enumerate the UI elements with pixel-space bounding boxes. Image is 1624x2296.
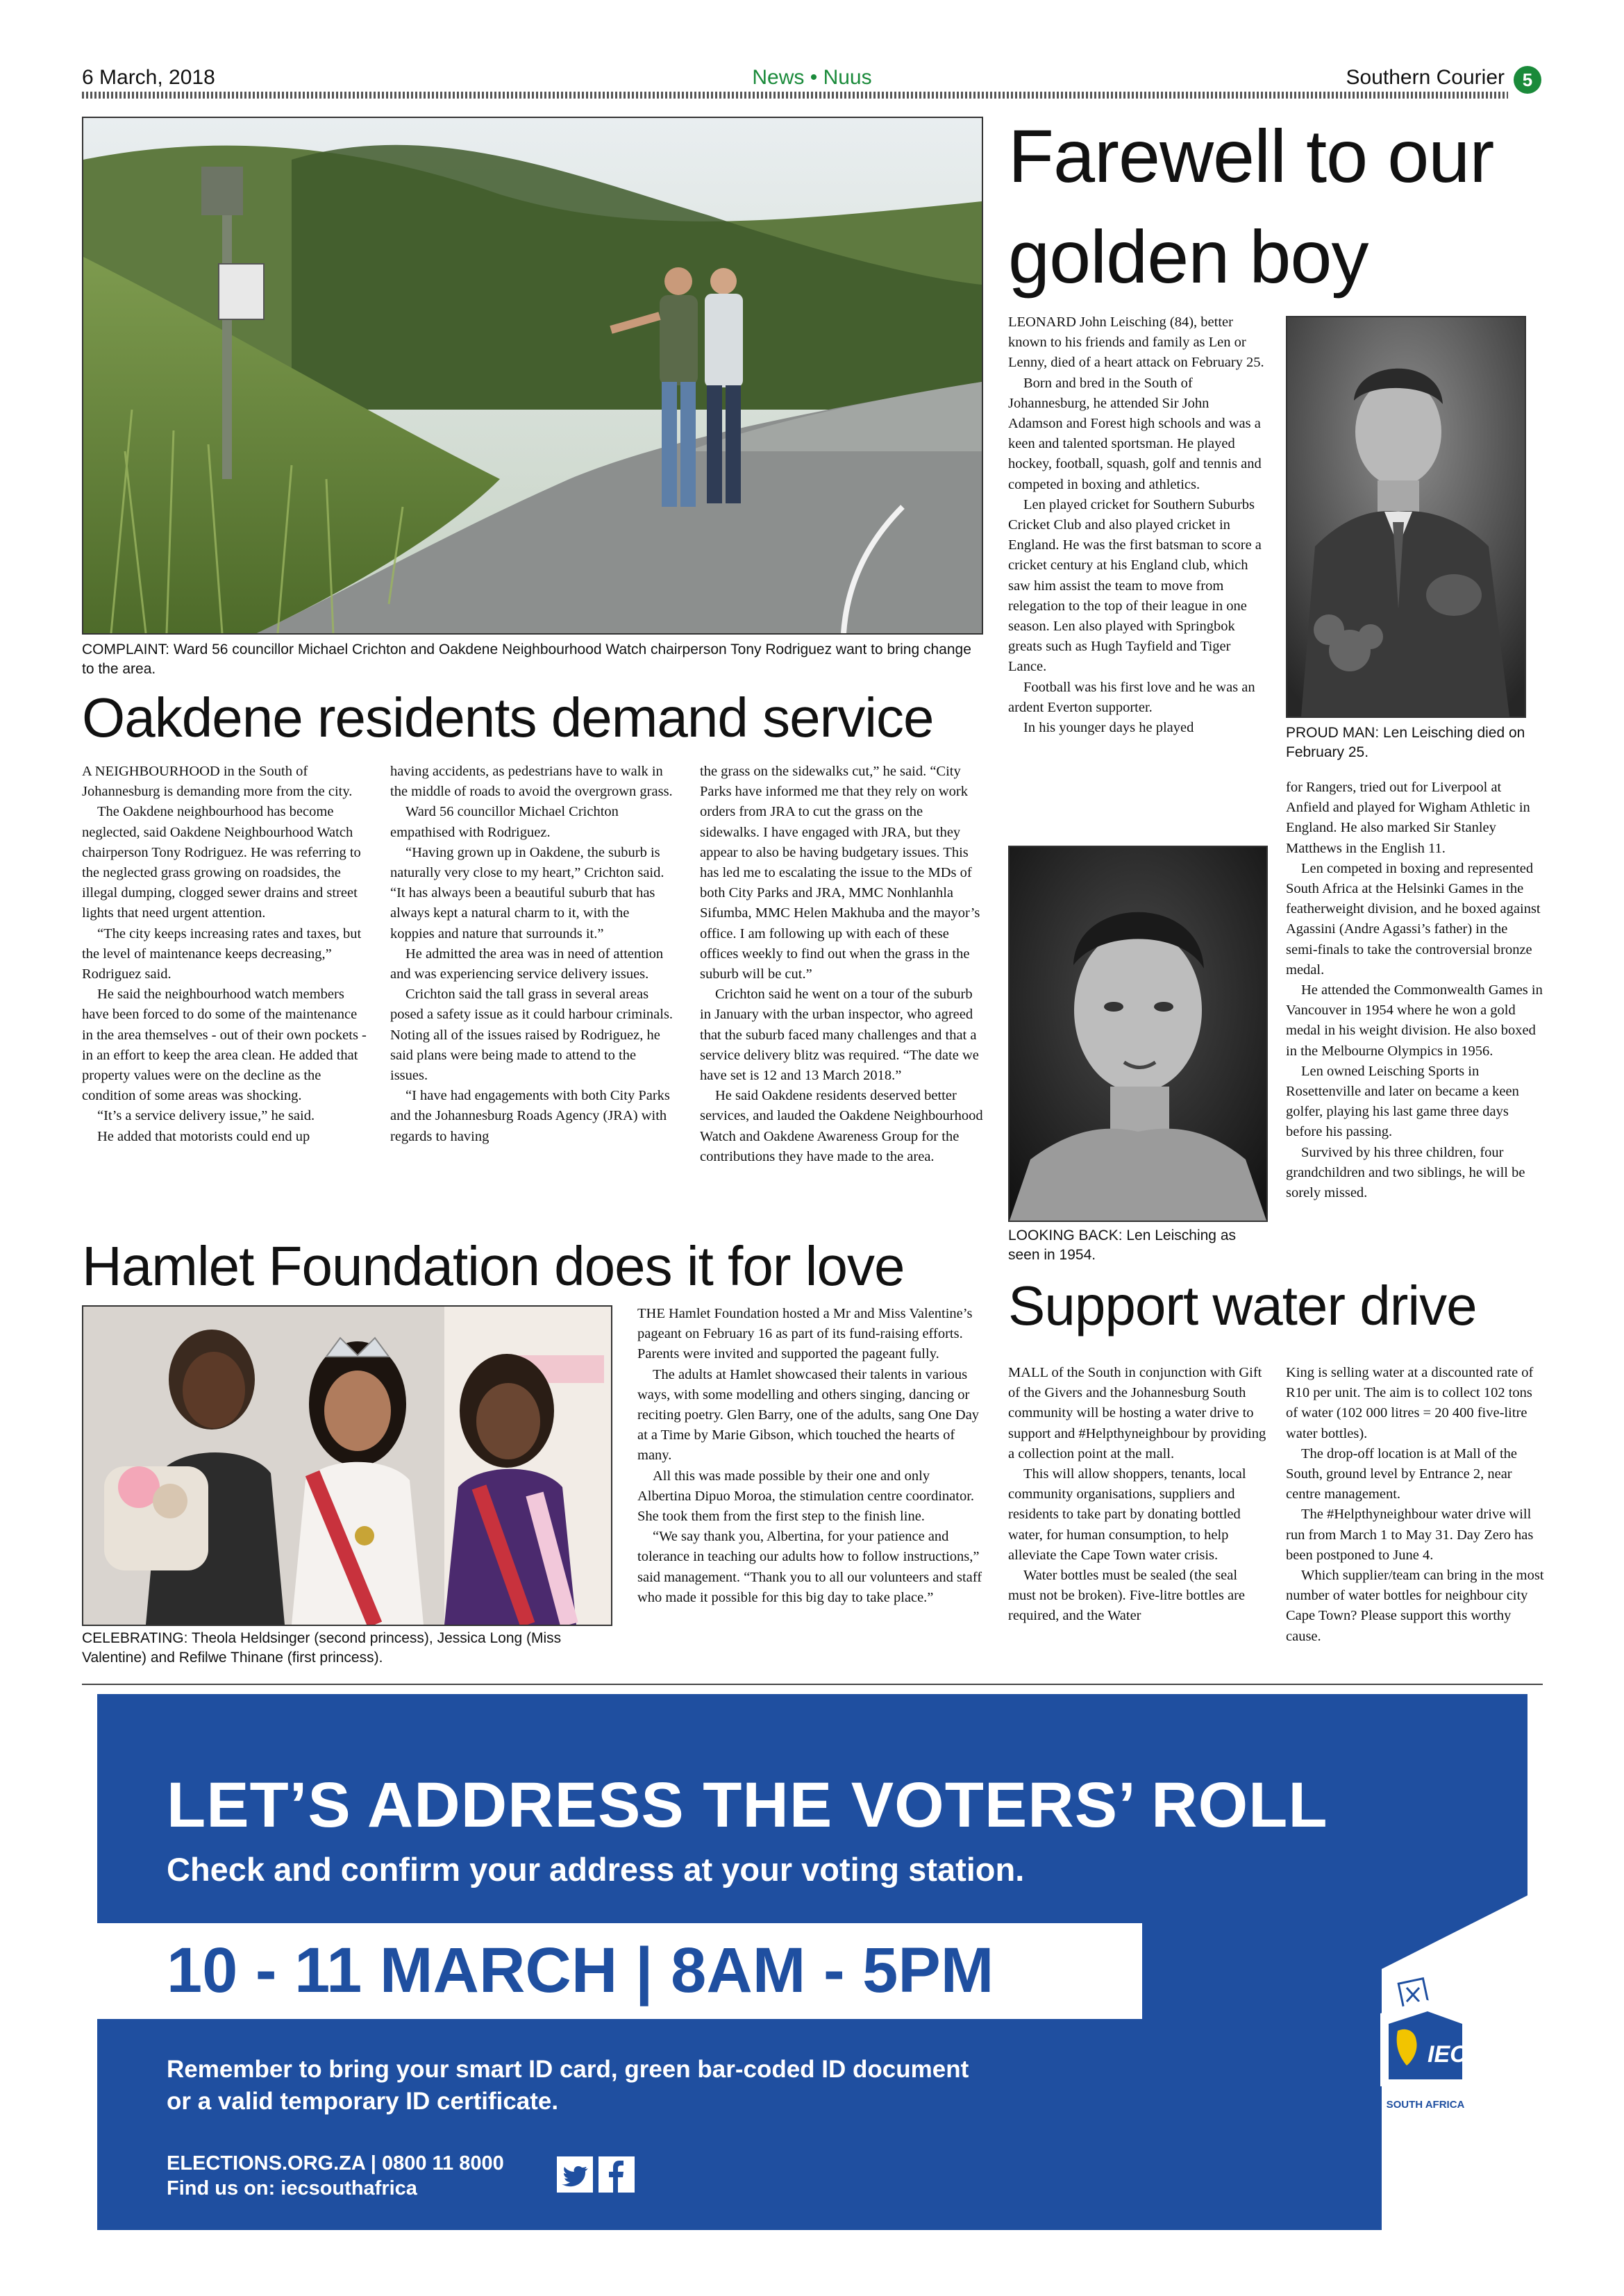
paragraph: The adults at Hamlet showcased their talents in various ways, with some modelling and others singing, dancing or reciting poetry. Glen Barry, one of the adults, sang One Day at a Time by Marie Gibson, which touched the hearts of many. (637, 1366, 980, 1464)
paragraph: Survived by his three children, four grandchildren and two siblings, he will be sorely missed. (1286, 1144, 1525, 1201)
paragraph: “The city keeps increasing rates and taxes, but the level of maintenance keeps decreasing,” Rodriguez said. (82, 925, 362, 982)
paragraph: He said the neighbourhood watch members have been forced to do some of the maintenance in the area themselves - out of their own pockets - in an effort to keep the area clean. He added that property values were on the decline as the condition of some areas was shocking. (82, 987, 367, 1104)
paragraph: THE Hamlet Foundation hosted a Mr and Miss Valentine’s pageant on February 16 as part of its fund-raising efforts. Parents were invited and supported the pageant fully. (637, 1306, 973, 1362)
iec-logo (1373, 1975, 1477, 2156)
paragraph: The Oakdene neighbourhood has become neglected, said Oakdene Neighbourhood Watch chairperson Tony Rodriguez. He was referring to the neglected grass growing on roadsides, the illegal dumping, clogged sewer drains and street lights that need urgent attention. (82, 804, 361, 921)
paragraph: The #Helpthyneighbour water drive will run from March 1 to May 31. Day Zero has been postponed to June 4. (1286, 1507, 1534, 1563)
boxer-image (1010, 847, 1266, 1221)
farewell-column-2 (1286, 778, 1543, 1203)
iec-logo-country: SOUTH AFRICA (1386, 2099, 1465, 2111)
oakdene-photo-caption: COMPLAINT: Ward 56 councillor Michael Crichton and Oakdene Neighbourhood Watch chairperson Tony Rodriguez want to bring change to the area. (82, 642, 971, 677)
publication-name: Southern Courier (1346, 66, 1505, 89)
ad-title: LET’S ADDRESS THE VOTERS’ ROLL (167, 1770, 1328, 1841)
ballot-box-icon (1373, 1975, 1477, 2093)
hamlet-column (637, 1304, 985, 1608)
farewell-headline-line-2: golden boy (1008, 215, 1368, 299)
paragraph: Ward 56 councillor Michael Crichton empathised with Rodriguez. (390, 804, 619, 840)
oakdene-column-2 (390, 762, 675, 1147)
paragraph: Crichton said the tall grass in several areas posed a safety issue as it could harbour criminals. Noting all of the issues raised by Rodriguez, he said plans were being made to attend to the issues. (390, 987, 673, 1084)
pageant-image (83, 1307, 611, 1625)
paragraph: the grass on the sidewalks cut,” he said. “City Parks have informed me that they rely on work orders from JRA to cut the grass on the sidewalks. I have engaged with JRA, but they appear to also be having budgetary issues. This has led me to escalating the issue to the MDs of both City Parks and JRA, MMC Nonhlanhla Sifumba, MMC Helen Makhuba and the mayor’s office. I am following up with each of these offices weekly to find out when the grass in the suburb will be cut.” (700, 764, 980, 982)
ad-reminder-line-2: or a valid temporary ID certificate. (167, 2088, 559, 2115)
paragraph: “We say thank you, Albertina, for your patience and tolerance in teaching our adults how to follow instructions,” said management. “Thank you to all our volunteers and staff who made it possible for this big day to take place.” (637, 1529, 982, 1605)
paragraph: having accidents, as pedestrians have to walk in the middle of roads to avoid the overgrown grass. (390, 764, 673, 800)
ad-reminder-line-1: Remember to bring your smart ID card, green bar-coded ID document (167, 2056, 969, 2083)
oakdene-column-1 (82, 762, 367, 1147)
paragraph: Born and bred in the South of Johannesburg, he attended Sir John Adamson and Forest high schools and was a keen and talented sportsman. He played hockey, football, squash, golf and tennis and competed in boxing and athletics. (1008, 375, 1262, 492)
oakdene-column-3 (700, 762, 985, 1167)
ad-dates: 10 - 11 MARCH | 8AM - 5PM (167, 1935, 994, 2006)
paragraph: Len owned Leisching Sports in Rosettenville and later on became a keen golfer, playing his last game three days before his passing. (1286, 1063, 1519, 1140)
paragraph: In his younger days he played (1023, 720, 1194, 736)
farewell-column-1 (1008, 312, 1265, 738)
water-column-2 (1286, 1363, 1544, 1647)
ad-dates-box (97, 1923, 1142, 2019)
page-number-badge: 5 (1514, 66, 1541, 94)
water-column-1 (1008, 1363, 1266, 1627)
ad-divider (82, 1684, 1543, 1685)
paragraph: He added that motorists could end up (97, 1128, 310, 1144)
iec-advertisement (97, 1694, 1527, 2230)
header-divider (82, 92, 1508, 99)
farewell-headline-line-1: Farewell to our (1008, 114, 1494, 198)
paragraph: He attended the Commonwealth Games in Vancouver in 1954 where he won a gold medal in his weight division. He also boxed in the Melbourne Olympics in 1956. (1286, 982, 1543, 1059)
paragraph: for Rangers, tried out for Liverpool at Anfield and played for Wigham Athletic in England. He also marked Sir Stanley Matthews in the English 11. (1286, 780, 1530, 856)
paragraph: A NEIGHBOURHOOD in the South of Johannesburg is demanding more from the city. (82, 764, 353, 800)
paragraph: Crichton said he went on a tour of the suburb in January with the urban inspector, who agreed that the suburb faced many challenges and that a service delivery blitz was required. “The date we have set is 12 and 13 March 2018.” (700, 987, 979, 1084)
oakdene-headline: Oakdene residents demand service (82, 687, 934, 748)
paragraph: Len played cricket for Southern Suburbs Cricket Club and also played cricket in England. He was the first batsman to score a cricket century at his England club, which saw him assist the team to move from relegation to the top of their league in one season. Len also played with Springbok greats such as Hugh Tayfield and Tiger Lance. (1008, 496, 1262, 675)
paragraph: King is selling water at a discounted rate of R10 per unit. The aim is to collect 102 tons of water (102 000 litres = 20 400 five-litre water bottles). (1286, 1365, 1534, 1441)
paragraph: He admitted the area was in need of attention and was experiencing service delivery issues. (390, 946, 664, 982)
paragraph: This will allow shoppers, tenants, local community organisations, suppliers and residents to take part by donating bottled water, for human consumption, to help alleviate the Cape Town water crisis. (1008, 1466, 1246, 1563)
ad-subtitle: Check and confirm your address at your voting station. (167, 1851, 1025, 1888)
roadside-image (83, 118, 982, 633)
len-portrait-photo (1286, 316, 1526, 718)
ad-contact-line-1: ELECTIONS.ORG.ZA | 0800 11 8000 (167, 2152, 504, 2175)
portrait-image (1287, 317, 1525, 717)
twitter-icon[interactable] (557, 2156, 593, 2193)
len-boxer-caption: LOOKING BACK: Len Leisching as seen in 1954. (1008, 1227, 1236, 1263)
len-portrait-caption: PROUD MAN: Len Leisching died on February 25. (1286, 725, 1525, 760)
paragraph: The drop-off location is at Mall of the South, ground level by Entrance 2, near centre management. (1286, 1446, 1518, 1502)
water-headline: Support water drive (1008, 1275, 1477, 1336)
hamlet-photo (82, 1305, 612, 1626)
paragraph: All this was made possible by their one and only Albertina Dipuo Moroa, the stimulation centre coordinator. She took them from the first step to the finish line. (637, 1468, 975, 1525)
facebook-icon[interactable] (598, 2156, 635, 2193)
paragraph: He said Oakdene residents deserved better services, and lauded the Oakdene Neighbourhood Watch and Oakdene Awareness Group for the contributions they have made to the area. (700, 1088, 983, 1164)
paragraph: MALL of the South in conjunction with Gift of the Givers and the Johannesburg South community will be hosting a water drive to support and #Helpthyneighbour by providing a collection point at the mall. (1008, 1365, 1266, 1461)
paragraph: LEONARD John Leisching (84), better known to his friends and family as Len or Lenny, died of a heart attack on February 25. (1008, 315, 1264, 371)
iec-logo-text: IEC (1428, 2041, 1467, 2068)
section-label: News • Nuus (752, 66, 872, 89)
paragraph: Len competed in boxing and represented South Africa at the Helsinki Games in the featherweight division, and he boxed against Agassini (Andre Agassi’s father) in the semi-finals to take the controversial bronze medal. (1286, 860, 1541, 978)
ad-contact-line-2: Find us on: iecsouthafrica (167, 2177, 417, 2199)
paragraph: “Having grown up in Oakdene, the suburb is naturally very close to my heart,” Crichton said. “It has always been a beautiful suburb that has always kept a natural charm to it, with the koppies and nature that surrounds it.” (390, 844, 664, 941)
hamlet-photo-caption: CELEBRATING: Theola Heldsinger (second princess), Jessica Long (Miss Valentine) and Refilwe Thinane (first princess). (82, 1630, 562, 1666)
len-boxer-photo (1008, 846, 1268, 1222)
paragraph: “It’s a service delivery issue,” he said. (97, 1108, 315, 1124)
paragraph: Football was his first love and he was an ardent Everton supporter. (1008, 679, 1255, 715)
paragraph: Which supplier/team can bring in the most number of water bottles for neighbour city Cape Town? Please support this worthy cause. (1286, 1568, 1544, 1644)
issue-date: 6 March, 2018 (82, 66, 215, 89)
paragraph: Water bottles must be sealed (the seal must not be broken). Five-litre bottles are required, and the Water (1008, 1568, 1246, 1624)
hamlet-headline: Hamlet Foundation does it for love (82, 1235, 905, 1297)
paragraph: “I have had engagements with both City Parks and the Johannesburg Roads Agency (JRA) with regards to having (390, 1088, 670, 1144)
oakdene-photo (82, 117, 983, 635)
